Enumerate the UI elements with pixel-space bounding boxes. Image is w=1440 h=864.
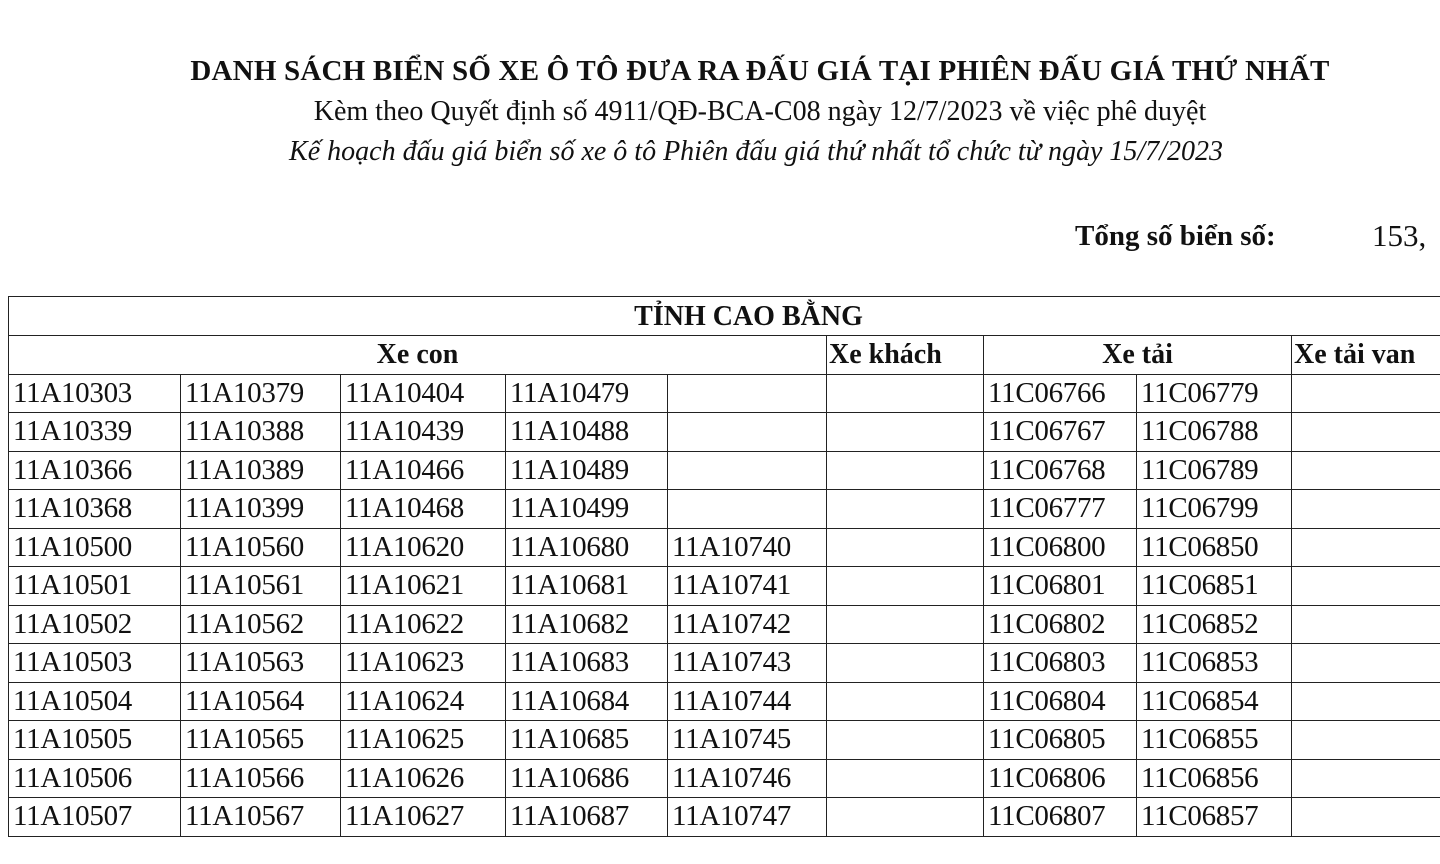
xe-con-plate-cell: 11A10504 xyxy=(9,682,181,721)
xe-con-plate-cell: 11A10681 xyxy=(506,567,668,606)
xe-con-plate-cell xyxy=(668,413,827,452)
xe-con-plate-cell: 11A10303 xyxy=(9,374,181,413)
category-xe-tai-header: Xe tải xyxy=(984,336,1292,375)
xe-con-plate-cell xyxy=(668,451,827,490)
xe-khach-plate-cell xyxy=(827,528,984,567)
xe-tai-plate-cell: 11C06855 xyxy=(1137,721,1292,760)
xe-con-plate-cell: 11A10626 xyxy=(341,759,506,798)
xe-tai-plate-cell: 11C06768 xyxy=(984,451,1137,490)
table-row xyxy=(9,528,1440,567)
xe-tai-plate-cell: 11C06801 xyxy=(984,567,1137,606)
table-row xyxy=(9,605,1440,644)
xe-tai-plate-cell: 11C06807 xyxy=(984,798,1137,837)
xe-tai-plate-cell: 11C06804 xyxy=(984,682,1137,721)
xe-tai-plate-cell: 11C06857 xyxy=(1137,798,1292,837)
xe-tai-plate-cell: 11C06779 xyxy=(1137,374,1292,413)
total-plates-label: Tổng số biển số: xyxy=(1075,220,1276,252)
xe-con-plate-cell: 11A10399 xyxy=(181,490,341,529)
xe-con-plate-cell: 11A10561 xyxy=(181,567,341,606)
xe-con-plate-cell: 11A10506 xyxy=(9,759,181,798)
xe-con-plate-cell: 11A10684 xyxy=(506,682,668,721)
xe-con-plate-cell: 11A10567 xyxy=(181,798,341,837)
xe-tai-van-plate-cell xyxy=(1292,721,1440,760)
province-header-row xyxy=(9,297,1440,336)
category-header-row xyxy=(9,336,1440,375)
xe-con-plate-cell: 11A10564 xyxy=(181,682,341,721)
xe-con-plate-cell: 11A10562 xyxy=(181,605,341,644)
xe-tai-van-plate-cell xyxy=(1292,374,1440,413)
xe-con-plate-cell: 11A10439 xyxy=(341,413,506,452)
category-xe-con-header: Xe con xyxy=(9,336,827,375)
document-subtitle-plan: Kế hoạch đấu giá biển số xe ô tô Phiên đấu giá thứ nhất tổ chức từ ngày 15/7/2023 xyxy=(289,136,1223,167)
xe-con-plate-cell: 11A10501 xyxy=(9,567,181,606)
xe-tai-plate-cell: 11C06803 xyxy=(984,644,1137,683)
table-row xyxy=(9,798,1440,837)
xe-con-plate-cell: 11A10680 xyxy=(506,528,668,567)
xe-con-plate-cell: 11A10740 xyxy=(668,528,827,567)
xe-khach-plate-cell xyxy=(827,798,984,837)
plates-table-body xyxy=(9,374,1440,836)
xe-tai-van-plate-cell xyxy=(1292,490,1440,529)
xe-con-plate-cell: 11A10507 xyxy=(9,798,181,837)
xe-con-plate-cell: 11A10503 xyxy=(9,644,181,683)
xe-tai-plate-cell: 11C06856 xyxy=(1137,759,1292,798)
xe-con-plate-cell: 11A10685 xyxy=(506,721,668,760)
xe-khach-plate-cell xyxy=(827,605,984,644)
xe-tai-van-plate-cell xyxy=(1292,644,1440,683)
xe-con-plate-cell: 11A10499 xyxy=(506,490,668,529)
xe-khach-plate-cell xyxy=(827,567,984,606)
xe-con-plate-cell: 11A10388 xyxy=(181,413,341,452)
xe-tai-plate-cell: 11C06852 xyxy=(1137,605,1292,644)
xe-tai-van-plate-cell xyxy=(1292,605,1440,644)
xe-con-plate-cell: 11A10686 xyxy=(506,759,668,798)
xe-tai-van-plate-cell xyxy=(1292,567,1440,606)
xe-tai-van-plate-cell xyxy=(1292,682,1440,721)
xe-con-plate-cell: 11A10625 xyxy=(341,721,506,760)
xe-con-plate-cell: 11A10627 xyxy=(341,798,506,837)
document-subtitle-decision: Kèm theo Quyết định số 4911/QĐ-BCA-C08 ngày 12/7/2023 về việc phê duyệt xyxy=(313,96,1207,127)
xe-tai-plate-cell: 11C06767 xyxy=(984,413,1137,452)
xe-con-plate-cell: 11A10747 xyxy=(668,798,827,837)
category-xe-khach-header: Xe khách xyxy=(827,336,984,375)
total-plates-value: 153, xyxy=(1372,218,1427,253)
xe-tai-van-plate-cell xyxy=(1292,759,1440,798)
xe-tai-van-plate-cell xyxy=(1292,528,1440,567)
xe-con-plate-cell: 11A10563 xyxy=(181,644,341,683)
xe-khach-plate-cell xyxy=(827,413,984,452)
xe-con-plate-cell: 11A10742 xyxy=(668,605,827,644)
category-xe-tai-van-header: Xe tải van xyxy=(1292,336,1440,375)
table-row xyxy=(9,759,1440,798)
xe-con-plate-cell: 11A10500 xyxy=(9,528,181,567)
xe-tai-plate-cell: 11C06766 xyxy=(984,374,1137,413)
xe-tai-plate-cell: 11C06850 xyxy=(1137,528,1292,567)
xe-tai-van-plate-cell xyxy=(1292,413,1440,452)
xe-con-plate-cell: 11A10466 xyxy=(341,451,506,490)
xe-con-plate-cell: 11A10404 xyxy=(341,374,506,413)
xe-tai-plate-cell: 11C06802 xyxy=(984,605,1137,644)
xe-con-plate-cell: 11A10505 xyxy=(9,721,181,760)
xe-con-plate-cell: 11A10368 xyxy=(9,490,181,529)
xe-khach-plate-cell xyxy=(827,490,984,529)
xe-khach-plate-cell xyxy=(827,759,984,798)
xe-con-plate-cell: 11A10743 xyxy=(668,644,827,683)
xe-con-plate-cell: 11A10488 xyxy=(506,413,668,452)
xe-con-plate-cell: 11A10746 xyxy=(668,759,827,798)
table-row xyxy=(9,413,1440,452)
xe-khach-plate-cell xyxy=(827,644,984,683)
xe-tai-plate-cell: 11C06805 xyxy=(984,721,1137,760)
xe-con-plate-cell: 11A10683 xyxy=(506,644,668,683)
xe-tai-plate-cell: 11C06777 xyxy=(984,490,1137,529)
table-row xyxy=(9,567,1440,606)
xe-khach-plate-cell xyxy=(827,682,984,721)
xe-con-plate-cell: 11A10745 xyxy=(668,721,827,760)
xe-con-plate-cell: 11A10489 xyxy=(506,451,668,490)
xe-tai-plate-cell: 11C06800 xyxy=(984,528,1137,567)
xe-con-plate-cell: 11A10620 xyxy=(341,528,506,567)
xe-con-plate-cell: 11A10366 xyxy=(9,451,181,490)
xe-tai-van-plate-cell xyxy=(1292,451,1440,490)
xe-tai-plate-cell: 11C06788 xyxy=(1137,413,1292,452)
xe-con-plate-cell: 11A10565 xyxy=(181,721,341,760)
xe-con-plate-cell: 11A10468 xyxy=(341,490,506,529)
xe-con-plate-cell: 11A10621 xyxy=(341,567,506,606)
xe-con-plate-cell: 11A10379 xyxy=(181,374,341,413)
table-row xyxy=(9,451,1440,490)
xe-khach-plate-cell xyxy=(827,374,984,413)
xe-tai-van-plate-cell xyxy=(1292,798,1440,837)
province-header: TỈNH CAO BẰNG xyxy=(9,297,1440,336)
xe-con-plate-cell: 11A10502 xyxy=(9,605,181,644)
xe-con-plate-cell: 11A10741 xyxy=(668,567,827,606)
xe-con-plate-cell xyxy=(668,490,827,529)
xe-khach-plate-cell xyxy=(827,721,984,760)
table-row xyxy=(9,374,1440,413)
xe-con-plate-cell xyxy=(668,374,827,413)
xe-tai-plate-cell: 11C06851 xyxy=(1137,567,1292,606)
xe-con-plate-cell: 11A10566 xyxy=(181,759,341,798)
xe-con-plate-cell: 11A10624 xyxy=(341,682,506,721)
xe-con-plate-cell: 11A10389 xyxy=(181,451,341,490)
xe-tai-plate-cell: 11C06789 xyxy=(1137,451,1292,490)
table-row xyxy=(9,721,1440,760)
xe-con-plate-cell: 11A10339 xyxy=(9,413,181,452)
xe-con-plate-cell: 11A10622 xyxy=(341,605,506,644)
xe-tai-plate-cell: 11C06806 xyxy=(984,759,1137,798)
xe-con-plate-cell: 11A10560 xyxy=(181,528,341,567)
xe-khach-plate-cell xyxy=(827,451,984,490)
xe-con-plate-cell: 11A10744 xyxy=(668,682,827,721)
table-row xyxy=(9,644,1440,683)
plates-table xyxy=(8,296,1440,837)
xe-tai-plate-cell: 11C06854 xyxy=(1137,682,1292,721)
table-row xyxy=(9,682,1440,721)
xe-con-plate-cell: 11A10623 xyxy=(341,644,506,683)
xe-con-plate-cell: 11A10479 xyxy=(506,374,668,413)
xe-tai-plate-cell: 11C06799 xyxy=(1137,490,1292,529)
xe-tai-plate-cell: 11C06853 xyxy=(1137,644,1292,683)
table-row xyxy=(9,490,1440,529)
document-title: DANH SÁCH BIỂN SỐ XE Ô TÔ ĐƯA RA ĐẤU GIÁ TẠI PHIÊN ĐẤU GIÁ THỨ NHẤT xyxy=(190,55,1330,87)
xe-con-plate-cell: 11A10682 xyxy=(506,605,668,644)
xe-con-plate-cell: 11A10687 xyxy=(506,798,668,837)
